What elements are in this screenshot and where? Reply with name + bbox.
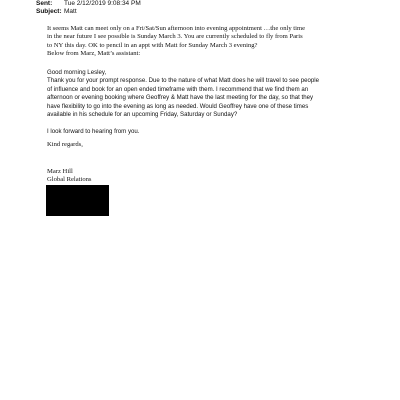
sign-off-block [47,141,83,149]
email-header [36,0,141,16]
message-line: afternoon or evening booking where Geoffrey & Matt have the last meeting for the day, so that they [47,94,314,102]
intro-line: It seems Matt can meet only on a Fri/Sat/Sun afternoon into evening appointment …the only time [47,25,306,32]
greeting-line: Good morning Lesley, [47,69,107,76]
quoted-message [47,69,367,136]
intro-line: in the near future I see possible is Sunday March 3. You are currently scheduled to fly from Paris [47,33,303,41]
signature-name: Marz Hill [47,168,73,175]
closing-line: I look forward to hearing from you. [47,127,140,135]
message-line: have flexibility to go into the evening as long as needed. Would Geoffrey have one of these times [47,102,309,110]
message-line: available in his schedule for an upcoming Friday, Saturday or Sunday? [47,111,238,119]
subject-label: Subject: [36,8,62,15]
signature-title: Global Relations [47,176,92,184]
sent-value: Tue 2/12/2019 9:08:34 PM [64,0,141,7]
paragraph-gap [47,119,367,128]
sent-label: Sent: [36,0,53,7]
message-line: Thank you for your prompt response. Due to the nature of what Matt does he will travel to see people [47,77,319,85]
subject-value: Matt [64,8,77,15]
intro-paragraph [47,25,367,59]
subject-row [36,8,141,16]
sign-off: Kind regards, [47,141,83,148]
signature-block [47,168,92,185]
intro-line: Below from Marz, Matt’s assistant: [47,50,141,58]
redaction-box [46,185,109,216]
intro-line: to NY this day. OK to pencil in an appt with Matt for Sunday March 3 evening? [47,41,258,49]
message-line: of influence and book for an open ended timeframe with them. I recommend that we find them an [47,85,309,93]
sent-row [36,0,141,8]
